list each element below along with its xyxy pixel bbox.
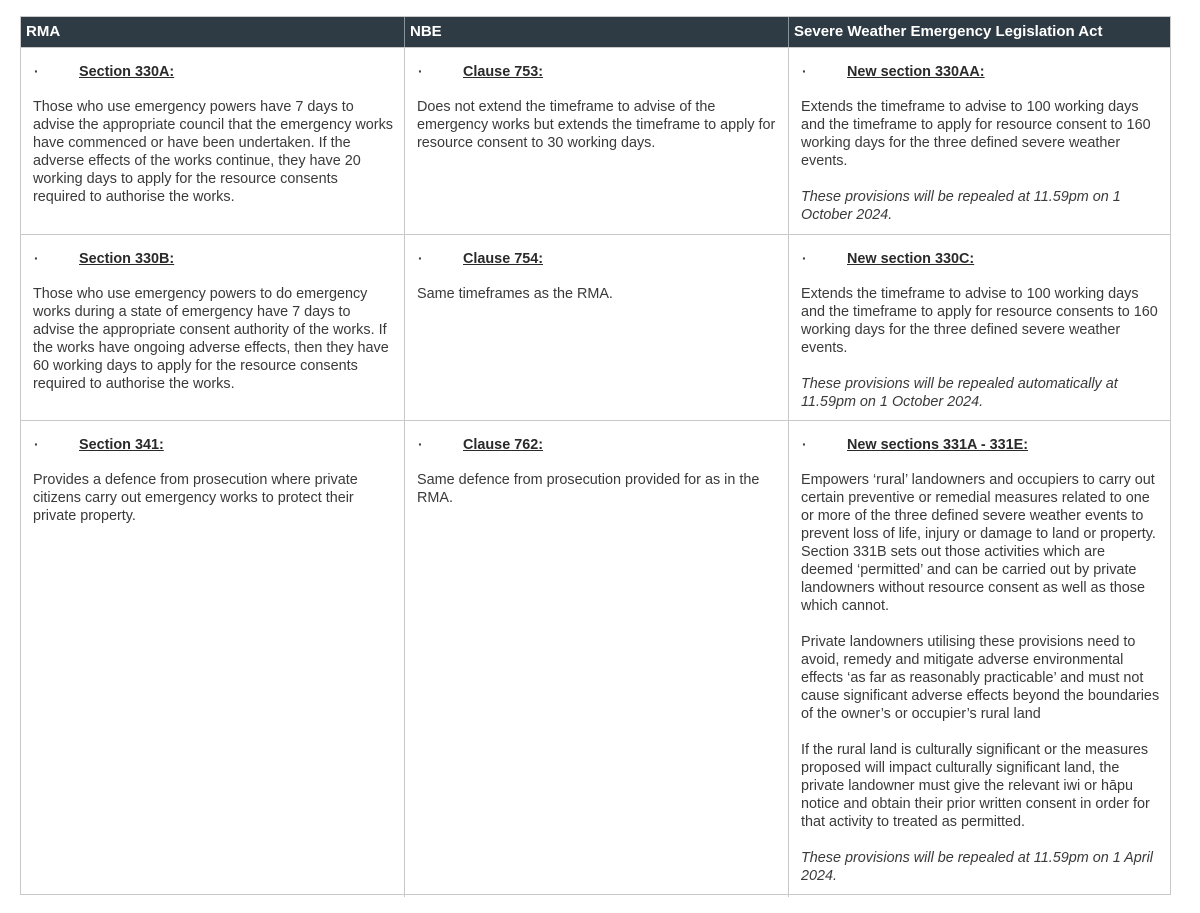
- table-cell: [21, 235, 405, 423]
- table-cell: [405, 48, 789, 236]
- cell-paragraph: Empowers ‘rural’ landowners and occupiers to carry out certain preventive or remedial measures related to one or more of the three defined severe weather events to prevent loss of life, injury or damage to land or property. Section 331B sets out those activities which are deemed ‘permitted’ and can be carried out by private landowners without resource consent as well as those which cannot.: [801, 472, 1156, 614]
- cell-title: [801, 249, 1160, 267]
- table-header: [21, 17, 1170, 47]
- cell-paragraph: Same timeframes as the RMA.: [417, 286, 613, 302]
- repeal-note: These provisions will be repealed at 11.59pm on 1 October 2024.: [801, 189, 1121, 223]
- header-swela: Severe Weather Emergency Legislation Act: [794, 23, 1103, 40]
- cell-heading: New section 330C:: [847, 251, 975, 267]
- table-row: [21, 420, 1170, 894]
- cell-title: [417, 435, 778, 453]
- cell-title: [801, 435, 1160, 453]
- cell-paragraph: Same defence from prosecution provided for as in the RMA.: [417, 472, 760, 506]
- cell-paragraph: Extends the timeframe to advise to 100 working days and the timeframe to apply for resource consents to 160 working days for the three defined severe weather events.: [801, 286, 1158, 356]
- bullet-icon: ·: [802, 436, 807, 452]
- cell-heading: Clause 754:: [463, 251, 543, 267]
- table-cell: [789, 421, 1170, 897]
- cell-heading: Section 341:: [79, 437, 164, 453]
- repeal-note: These provisions will be repealed at 11.59pm on 1 April 2024.: [801, 850, 1153, 884]
- cell-paragraph: Provides a defence from prosecution where private citizens carry out emergency works to protect their private property.: [33, 472, 358, 524]
- table-cell: [405, 421, 789, 897]
- cell-title: [33, 62, 394, 80]
- cell-paragraph: Extends the timeframe to advise to 100 working days and the timeframe to apply for resource consent to 160 working days for the three defined severe weather events.: [801, 99, 1151, 169]
- cell-heading: Clause 762:: [463, 437, 543, 453]
- bullet-icon: ·: [34, 63, 39, 79]
- table-cell: [789, 235, 1170, 423]
- table-cell: [405, 235, 789, 423]
- cell-title: [33, 435, 394, 453]
- table-cell: [21, 421, 405, 897]
- bullet-icon: ·: [418, 250, 423, 266]
- comparison-table: [20, 16, 1171, 895]
- cell-title: [417, 249, 778, 267]
- repeal-note: These provisions will be repealed automatically at 11.59pm on 1 October 2024.: [801, 376, 1118, 410]
- cell-paragraph: Does not extend the timeframe to advise of the emergency works but extends the timeframe to apply for resource consent to 30 working days.: [417, 99, 776, 151]
- bullet-icon: ·: [802, 63, 807, 79]
- cell-paragraph: If the rural land is culturally significant or the measures proposed will impact culturally significant land, the private landowner must give the relevant iwi or hāpu notice and obtain their prior written consent in order for that activity to treated as permitted.: [801, 742, 1150, 830]
- cell-paragraph: Private landowners utilising these provisions need to avoid, remedy and mitigate adverse environmental effects ‘as far as reasonably practicable’ and must not cause significant adverse effects beyond the boundaries of the owner’s or occupier’s rural land: [801, 634, 1160, 722]
- cell-title: [417, 62, 778, 80]
- bullet-icon: ·: [34, 436, 39, 452]
- cell-title: [801, 62, 1160, 80]
- bullet-icon: ·: [418, 436, 423, 452]
- cell-paragraph: Those who use emergency powers to do emergency works during a state of emergency have 7 days to advise the appropriate consent authority of the works. If the works have ongoing adverse effects, then they have 60 working days to apply for the resource consents required to authorise the works.: [33, 286, 389, 392]
- cell-paragraph: Those who use emergency powers have 7 days to advise the appropriate council that the emergency works have commenced or have been undertaken. If the adverse effects of the works continue, they have 20 working days to apply for the resource consents required to authorise the works.: [33, 99, 393, 205]
- table-cell: [21, 48, 405, 236]
- bullet-icon: ·: [418, 63, 423, 79]
- cell-heading: New section 330AA:: [847, 64, 985, 80]
- cell-heading: Clause 753:: [463, 64, 543, 80]
- cell-heading: Section 330B:: [79, 251, 175, 267]
- table-row: [21, 234, 1170, 420]
- cell-title: [33, 249, 394, 267]
- cell-heading: Section 330A:: [79, 64, 175, 80]
- header-nbe: NBE: [405, 17, 789, 47]
- table-cell: [789, 48, 1170, 236]
- header-rma: RMA: [21, 17, 405, 47]
- table-row: [21, 47, 1170, 234]
- cell-heading: New sections 331A - 331E:: [847, 437, 1029, 453]
- bullet-icon: ·: [802, 250, 807, 266]
- bullet-icon: ·: [34, 250, 39, 266]
